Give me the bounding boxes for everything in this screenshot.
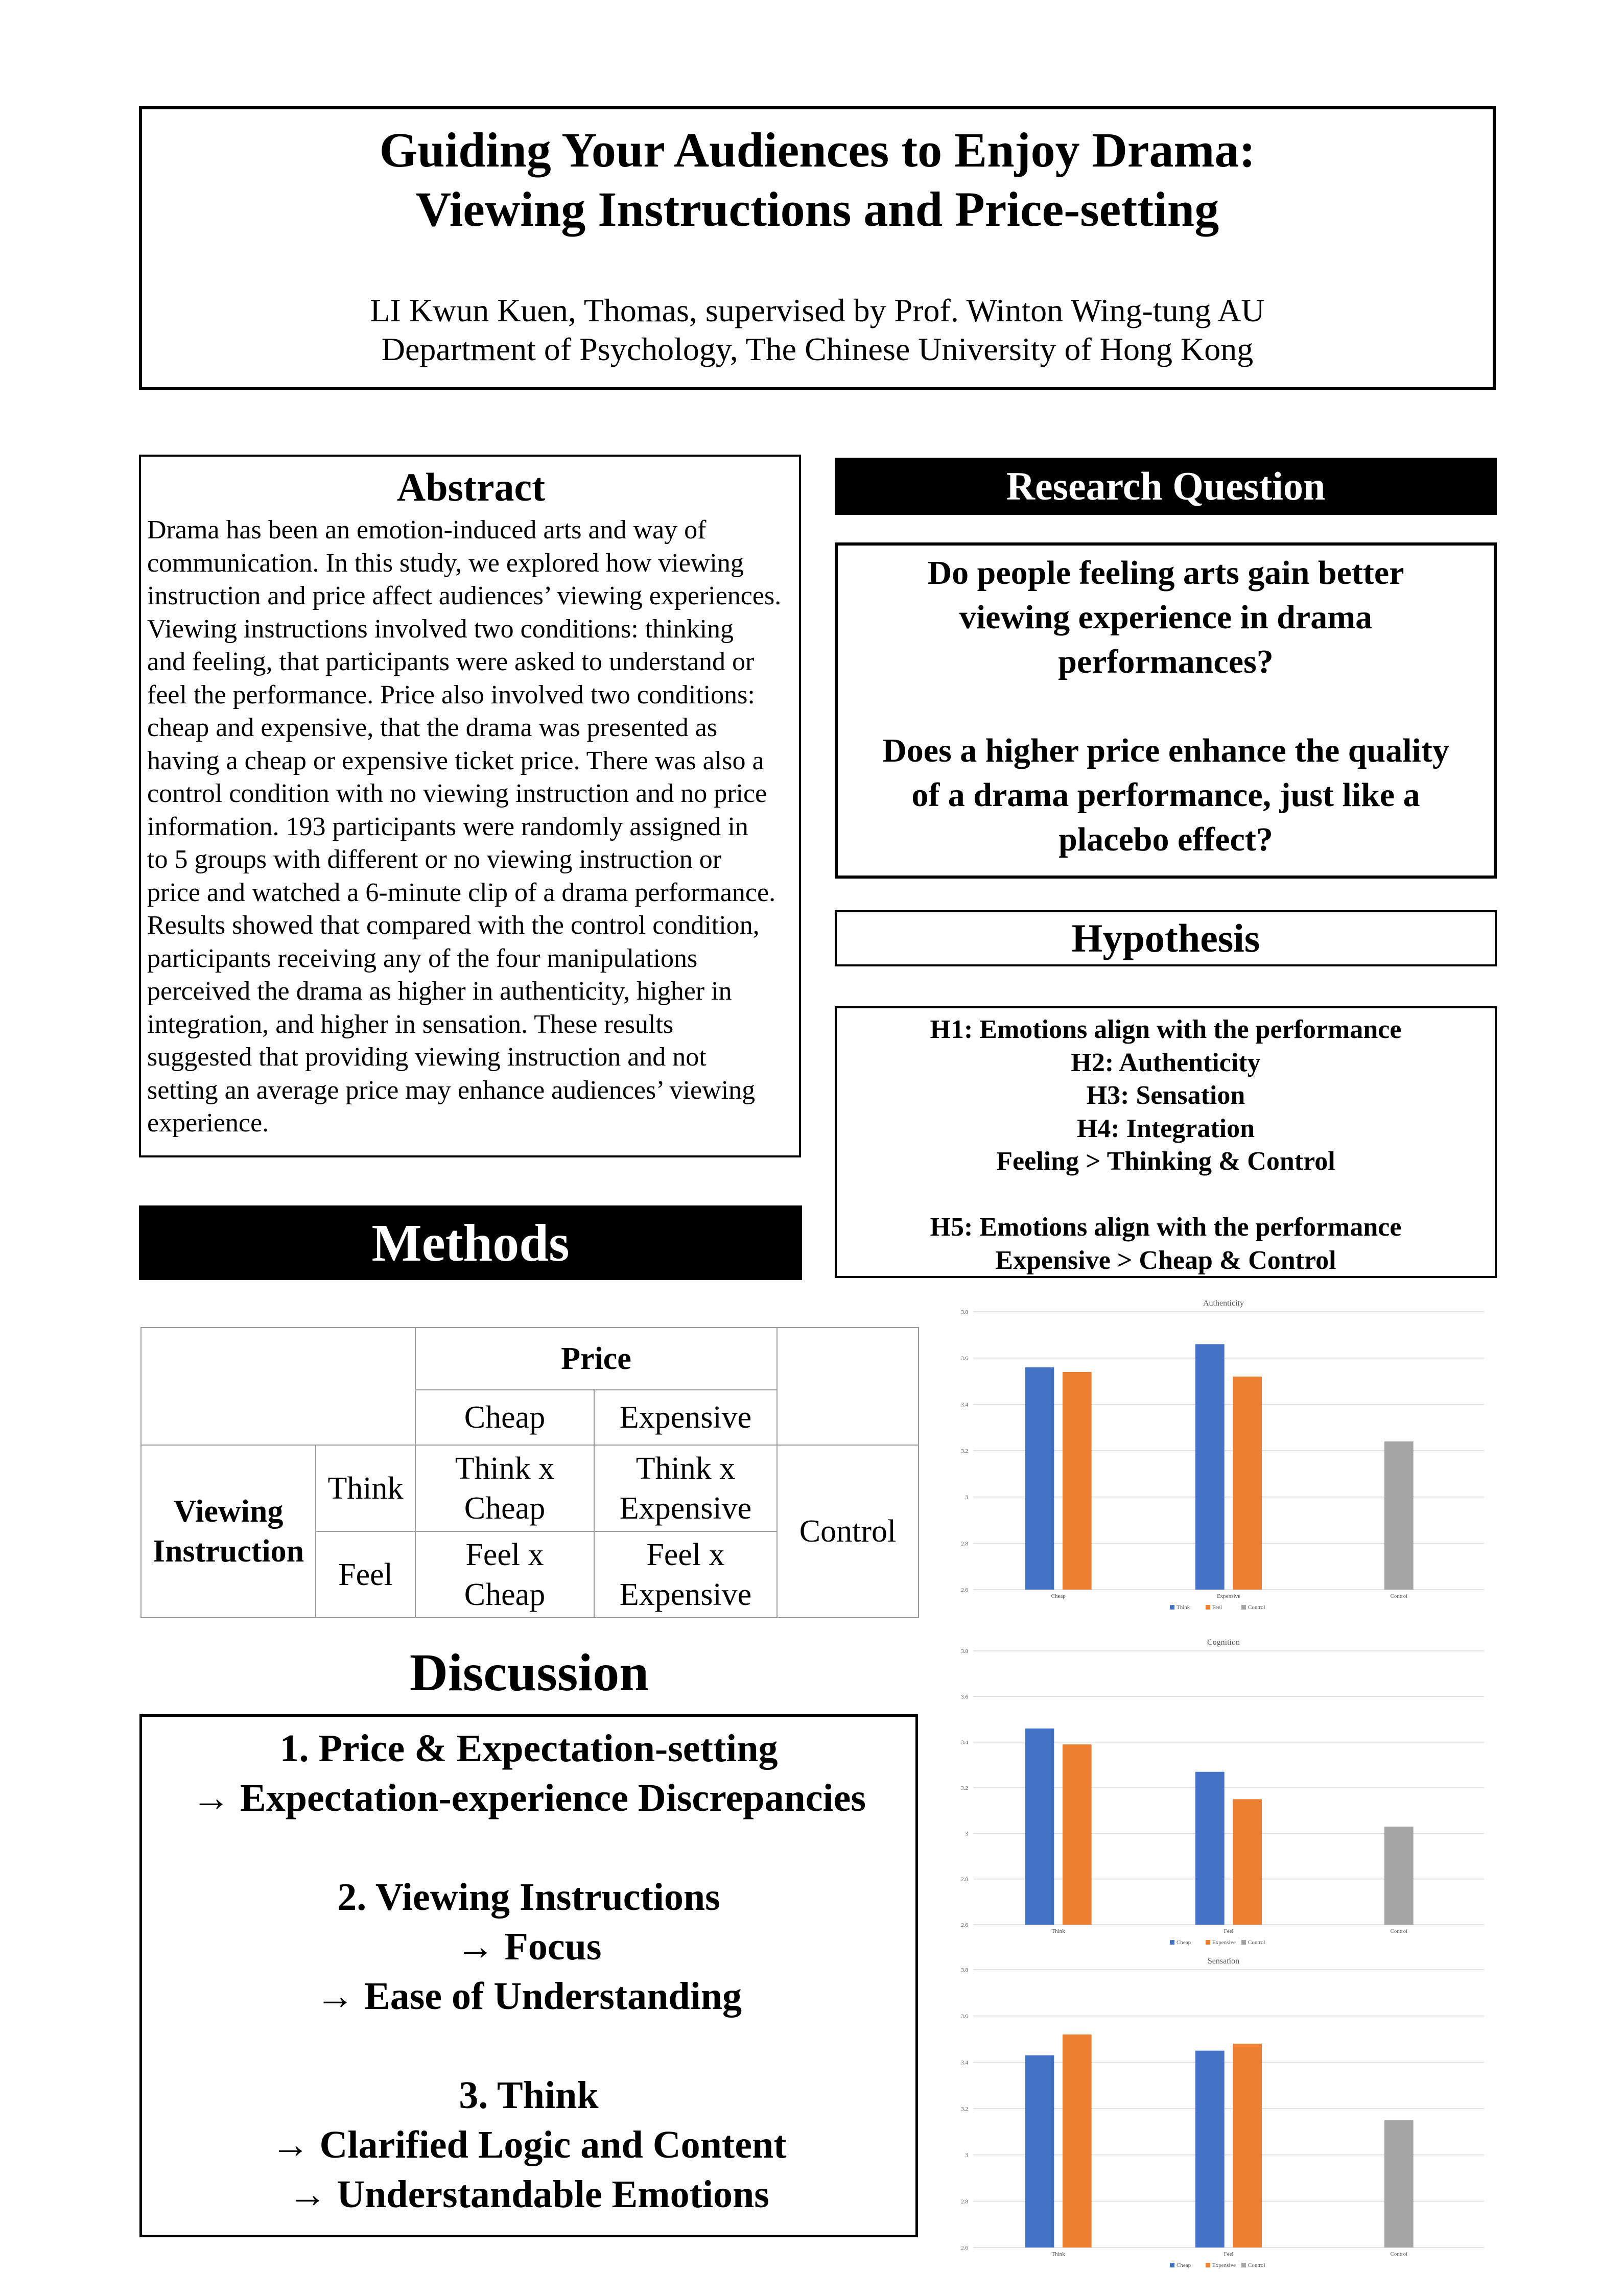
abstract-line: setting an average price may enhance audiences’ viewing: [147, 1075, 756, 1105]
chart-legend-label: Expensive: [1212, 2262, 1236, 2268]
table-cell-think-expensive: Think x Expensive: [594, 1445, 777, 1531]
chart-x-tick-label: Think: [1051, 1928, 1065, 1934]
chart-x-tick-label: Think: [1051, 2251, 1065, 2257]
sensation-chart: [953, 1954, 1494, 2273]
chart-title: Authenticity: [1203, 1299, 1244, 1308]
chart-y-tick-label: 3.6: [961, 1355, 968, 1362]
chart-y-tick-label: 3.4: [961, 2060, 968, 2066]
authenticity-chart: [953, 1296, 1494, 1615]
chart-legend-label: Think: [1176, 1604, 1190, 1611]
table-header-expensive: Expensive: [594, 1390, 777, 1445]
research-question-heading: Research Question: [835, 458, 1497, 515]
table-header-cheap: Cheap: [415, 1390, 594, 1445]
table-cell-feel-cheap: Feel x Cheap: [415, 1531, 594, 1618]
research-question-box: [835, 542, 1497, 879]
chart-title: Sensation: [1207, 1957, 1240, 1966]
chart-bar-expensive-feel: [1233, 2044, 1262, 2247]
discussion-line: 3. Think: [459, 2074, 599, 2117]
chart-y-tick-label: 3.2: [961, 2106, 968, 2112]
chart-legend-label: Expensive: [1212, 1939, 1236, 1946]
chart-y-tick-label: 3: [965, 1494, 968, 1501]
discussion-line: → Ease of Understanding: [316, 1975, 742, 2018]
hypothesis-line: Expensive > Cheap & Control: [995, 1245, 1336, 1275]
hypothesis-line: H4: Integration: [1076, 1114, 1255, 1143]
chart-y-tick-label: 3.4: [961, 1739, 968, 1746]
discussion-line: → Focus: [456, 1925, 602, 1968]
discussion-line: 2. Viewing Instructions: [337, 1876, 720, 1919]
hypothesis-line: H5: Emotions align with the performance: [930, 1213, 1402, 1242]
chart-bar-control-control: [1384, 2120, 1414, 2247]
chart-title: Cognition: [1207, 1638, 1240, 1647]
abstract-box: [139, 455, 801, 1157]
table-empty-corner: [141, 1328, 415, 1445]
table-cell-feel-expensive: Feel x Expensive: [594, 1531, 777, 1618]
chart-x-tick-label: Control: [1390, 1593, 1408, 1599]
abstract-line: participants receiving any of the four manipulations: [147, 943, 698, 973]
chart-bar-control-control: [1384, 1827, 1414, 1925]
chart-y-tick-label: 2.8: [961, 1541, 968, 1547]
table-header-feel: Feel: [316, 1531, 415, 1618]
cognition-chart: [953, 1636, 1494, 1950]
table-cell-control: Control: [777, 1445, 919, 1618]
chart-legend-label: Cheap: [1176, 2262, 1191, 2268]
abstract-line: to 5 groups with different or no viewing instruction or: [147, 845, 722, 874]
chart-legend-swatch: [1241, 2263, 1246, 2267]
chart-bar-feel-expensive: [1233, 1377, 1262, 1590]
chart-bar-feel-cheap: [1063, 1372, 1092, 1590]
chart-y-tick-label: 3.8: [961, 1648, 968, 1654]
chart-y-tick-label: 3: [965, 2152, 968, 2159]
abstract-line: having a cheap or expensive ticket price. There was also a: [147, 746, 764, 775]
chart-bar-control-control: [1384, 1441, 1414, 1590]
chart-legend-swatch: [1206, 1605, 1210, 1610]
chart-x-tick-label: Cheap: [1051, 1593, 1066, 1599]
poster-title-line-2: Viewing Instructions and Price-setting: [415, 182, 1219, 236]
hypothesis-line: H1: Emotions align with the performance: [930, 1015, 1402, 1044]
table-empty-cell: [777, 1328, 919, 1445]
chart-y-tick-label: 2.6: [961, 1922, 968, 1928]
abstract-line: price and watched a 6-minute clip of a drama performance.: [147, 878, 776, 907]
hypothesis-line: H2: Authenticity: [1071, 1048, 1261, 1077]
table-header-price: Price: [415, 1328, 777, 1390]
chart-y-tick-label: 3.2: [961, 1448, 968, 1454]
chart-x-tick-label: Expensive: [1217, 1593, 1240, 1599]
chart-bar-expensive-think: [1063, 2034, 1092, 2247]
abstract-heading: Abstract: [396, 465, 546, 509]
chart-legend-label: Control: [1248, 2262, 1265, 2268]
abstract-line: cheap and expensive, that the drama was presented as: [147, 713, 718, 742]
design-table: [140, 1327, 919, 1618]
chart-y-tick-label: 2.6: [961, 2245, 968, 2251]
abstract-line: communication. In this study, we explored how viewing: [147, 548, 744, 578]
chart-legend-swatch: [1206, 2263, 1210, 2267]
chart-legend-label: Control: [1248, 1604, 1265, 1611]
chart-legend-label: Control: [1248, 1939, 1265, 1946]
hypothesis-line: H3: Sensation: [1086, 1081, 1245, 1110]
abstract-line: Viewing instructions involved two conditions: thinking: [147, 614, 734, 644]
chart-y-tick-label: 3.2: [961, 1785, 968, 1791]
chart-y-tick-label: 3.8: [961, 1967, 968, 1973]
table-header-viewing-instruction: Viewing Instruction: [141, 1445, 316, 1618]
chart-legend-swatch: [1206, 1940, 1210, 1945]
question-1-line: Do people feeling arts gain better: [927, 554, 1404, 592]
discussion-heading: Discussion: [409, 1643, 649, 1702]
title-box: [139, 106, 1496, 390]
discussion-box: [139, 1714, 918, 2237]
chart-y-tick-label: 3.4: [961, 1402, 968, 1408]
abstract-line: instruction and price affect audiences’ viewing experiences.: [147, 581, 782, 610]
chart-bar-cheap-feel: [1195, 2051, 1225, 2247]
abstract-line: integration, and higher in sensation. These results: [147, 1009, 674, 1039]
hypothesis-box: [835, 1006, 1497, 1278]
chart-y-tick-label: 3.8: [961, 1309, 968, 1315]
discussion-line: → Expectation-experience Discrepancies: [192, 1777, 866, 1819]
abstract-line: suggested that providing viewing instruction and not: [147, 1043, 707, 1072]
department-line: Department of Psychology, The Chinese University of Hong Kong: [381, 331, 1254, 367]
chart-y-tick-label: 2.6: [961, 1587, 968, 1593]
chart-y-tick-label: 2.8: [961, 2198, 968, 2205]
methods-heading: Methods: [139, 1205, 802, 1280]
question-2-line: Does a higher price enhance the quality: [882, 732, 1449, 769]
author-line: LI Kwun Kuen, Thomas, supervised by Prof. Winton Wing-tung AU: [370, 292, 1265, 328]
abstract-text: [147, 514, 795, 1140]
chart-legend-label: Cheap: [1176, 1939, 1191, 1946]
question-1-line: performances?: [1058, 643, 1274, 680]
abstract-line: and feeling, that participants were asked to understand or: [147, 647, 755, 676]
abstract-line: information. 193 participants were randomly assigned in: [147, 812, 748, 841]
chart-legend-swatch: [1170, 1940, 1174, 1945]
poster-title-line-1: Guiding Your Audiences to Enjoy Drama:: [379, 123, 1256, 177]
discussion-line: 1. Price & Expectation-setting: [279, 1727, 778, 1770]
chart-x-tick-label: Feel: [1223, 1928, 1234, 1934]
discussion-line: → Understandable Emotions: [288, 2173, 769, 2216]
chart-y-tick-label: 2.8: [961, 1876, 968, 1883]
abstract-line: experience.: [147, 1108, 269, 1138]
chart-y-tick-label: 3.6: [961, 1694, 968, 1700]
chart-bar-think-expensive: [1195, 1344, 1225, 1590]
chart-legend-swatch: [1241, 1940, 1246, 1945]
question-1-line: viewing experience in drama: [959, 599, 1373, 636]
sensation-chart-svg: [953, 1954, 1494, 2273]
hypothesis-line: Feeling > Thinking & Control: [996, 1147, 1335, 1176]
chart-x-tick-label: Control: [1390, 2251, 1408, 2257]
chart-legend-swatch: [1241, 1605, 1246, 1610]
table-cell-think-cheap: Think x Cheap: [415, 1445, 594, 1531]
chart-bar-cheap-think: [1025, 1729, 1054, 1925]
abstract-line: feel the performance. Price also involved two conditions:: [147, 680, 755, 709]
authenticity-chart-svg: [953, 1296, 1494, 1615]
discussion-line: → Clarified Logic and Content: [271, 2123, 787, 2166]
question-2-line: placebo effect?: [1058, 821, 1273, 858]
chart-bar-cheap-think: [1025, 2055, 1054, 2247]
question-2-line: of a drama performance, just like a: [911, 776, 1420, 814]
chart-bar-cheap-feel: [1195, 1772, 1225, 1925]
table-header-think: Think: [316, 1445, 415, 1531]
chart-y-tick-label: 3: [965, 1831, 968, 1837]
chart-legend-label: Feel: [1212, 1604, 1222, 1611]
chart-legend-swatch: [1170, 1605, 1174, 1610]
chart-x-tick-label: Feel: [1223, 2251, 1234, 2257]
chart-bar-think-cheap: [1025, 1367, 1054, 1590]
abstract-line: control condition with no viewing instruction and no price: [147, 779, 767, 808]
abstract-line: perceived the drama as higher in authenticity, higher in: [147, 977, 732, 1006]
abstract-line: Results showed that compared with the control condition,: [147, 911, 760, 940]
hypothesis-heading: Hypothesis: [835, 910, 1497, 966]
chart-bar-expensive-think: [1063, 1744, 1092, 1925]
cognition-chart-svg: [953, 1636, 1494, 1950]
abstract-line: Drama has been an emotion-induced arts and way of: [147, 515, 707, 545]
chart-y-tick-label: 3.6: [961, 2013, 968, 2020]
chart-x-tick-label: Control: [1390, 1928, 1408, 1934]
chart-bar-expensive-feel: [1233, 1799, 1262, 1925]
chart-legend-swatch: [1170, 2263, 1174, 2267]
